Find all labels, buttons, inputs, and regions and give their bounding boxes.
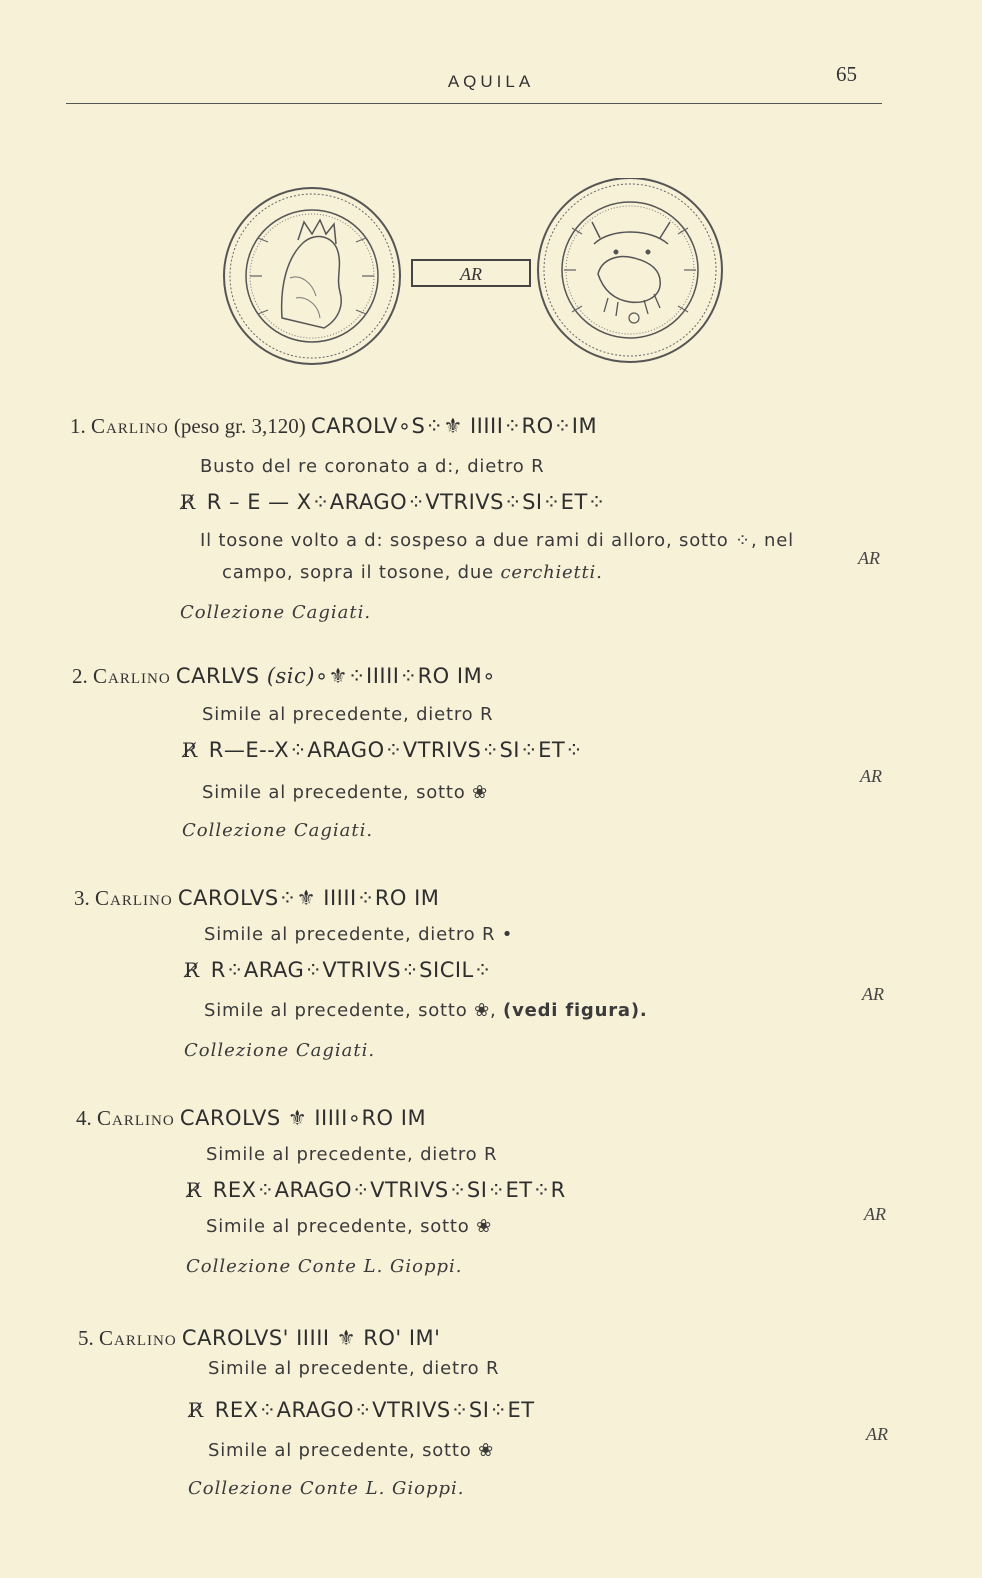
entry-number: 4. — [76, 1106, 92, 1130]
reverse-legend-line — [186, 1178, 566, 1202]
entry-heading — [76, 1106, 426, 1131]
obverse-description: Simile al precedente, dietro R • — [204, 924, 514, 945]
reverse-description-italic: cerchietti. — [500, 562, 603, 583]
reverse-legend: R⁘ARAG⁘VTRIVS⁘SICIL⁘ — [210, 958, 492, 982]
collection-note: Collezione Cagiati. — [184, 1040, 376, 1061]
coin-drawing — [220, 178, 730, 378]
obverse-description: Simile al precedente, dietro R — [208, 1358, 500, 1379]
metal-abbreviation: AR — [862, 984, 884, 1004]
entry-number: 5. — [78, 1326, 94, 1350]
reverse-description: Simile al precedente, sotto ❀ — [206, 1216, 492, 1237]
metal-abbreviation: AR — [858, 548, 880, 568]
reverse-legend: R—E--X⁘ARAGO⁘VTRIVS⁘SI⁘ET⁘ — [208, 738, 584, 762]
obverse-description: Simile al precedente, dietro R — [202, 704, 494, 725]
reverse-symbol: R̸ — [186, 1178, 202, 1202]
collection-note: Collezione Cagiati. — [180, 602, 372, 623]
entry-number: 3. — [74, 886, 90, 910]
metal-abbreviation: AR — [866, 1424, 888, 1444]
reverse-description-text: campo, sopra il tosone, due — [222, 562, 501, 583]
reverse-legend: REX⁘ARAGO⁘VTRIVS⁘SI⁘ET⁘R — [212, 1178, 566, 1202]
page-number: 65 — [836, 62, 857, 86]
coin-reverse — [538, 178, 722, 362]
reverse-legend-line — [182, 738, 583, 762]
obverse-legend: CAROLV∘S⁘⚜ IIIII⁘RO⁘IM — [311, 414, 598, 438]
obverse-description: Busto del re coronato a d:, dietro R — [200, 456, 545, 477]
obverse-legend-start: CARLVS — [175, 664, 267, 688]
obverse-legend: CAROLVS' IIIII ⚜ RO' IM' — [181, 1326, 441, 1350]
entry-denomination: Carlino — [91, 414, 169, 438]
obverse-description: Simile al precedente, dietro R — [206, 1144, 498, 1165]
coin-obverse — [224, 188, 400, 364]
entry-number: 1. — [70, 414, 86, 438]
reverse-description: Simile al precedente, sotto ❀ — [202, 782, 488, 803]
reverse-legend-line — [184, 958, 492, 982]
reverse-description: Simile al precedente, sotto ❀ — [208, 1440, 494, 1461]
reverse-description — [204, 1000, 648, 1021]
entry-number: 2. — [72, 664, 88, 688]
reverse-legend-line — [188, 1398, 535, 1422]
entry-denomination: Carlino — [99, 1326, 177, 1350]
entry-denomination: Carlino — [97, 1106, 175, 1130]
metal-label-box — [412, 260, 530, 286]
reverse-symbol: R̸ — [184, 958, 200, 982]
reverse-legend-line — [180, 490, 606, 514]
figure-reference: (vedi figura). — [503, 1000, 648, 1021]
reverse-legend: R – E — X⁘ARAGO⁘VTRIVS⁘SI⁘ET⁘ — [206, 490, 606, 514]
metal-abbreviation: AR — [864, 1204, 886, 1224]
reverse-symbol: R̸ — [180, 490, 196, 514]
entry-weight: (peso gr. 3,120) — [173, 414, 306, 438]
coin-illustration — [220, 178, 730, 378]
entry-denomination: Carlino — [95, 886, 173, 910]
entry-heading — [70, 414, 597, 439]
reverse-legend: REX⁘ARAGO⁘VTRIVS⁘SI⁘ET — [214, 1398, 535, 1422]
metal-abbreviation: AR — [860, 766, 882, 786]
obverse-legend — [176, 664, 496, 688]
obverse-legend: CAROLVS⁘⚜ IIIII⁘RO IM — [177, 886, 440, 910]
collection-note: Collezione Conte L. Gioppi. — [186, 1256, 463, 1277]
reverse-description: Il tosone volto a d: sospeso a due rami di alloro, sotto ⁘, nel — [200, 530, 794, 551]
figure-metal-label: AR — [460, 264, 482, 284]
collection-note: Collezione Conte L. Gioppi. — [188, 1478, 465, 1499]
reverse-symbol: R̸ — [182, 738, 198, 762]
collection-note: Collezione Cagiati. — [182, 820, 374, 841]
reverse-symbol: R̸ — [188, 1398, 204, 1422]
entry-heading — [72, 664, 496, 689]
entry-denomination: Carlino — [93, 664, 171, 688]
obverse-legend-end: ∘⚜⁘IIIII⁘RO IM∘ — [314, 664, 496, 688]
sic-note: (sic) — [266, 664, 315, 688]
reverse-description-cont — [222, 562, 603, 583]
obverse-legend: CAROLVS ⚜ IIIII∘RO IM — [179, 1106, 427, 1130]
entry-heading — [74, 886, 439, 911]
reverse-description-text: Simile al precedente, sotto ❀, — [204, 1000, 504, 1021]
running-head: AQUILA — [447, 72, 535, 91]
entry-heading — [78, 1326, 440, 1351]
header-rule — [66, 103, 882, 104]
